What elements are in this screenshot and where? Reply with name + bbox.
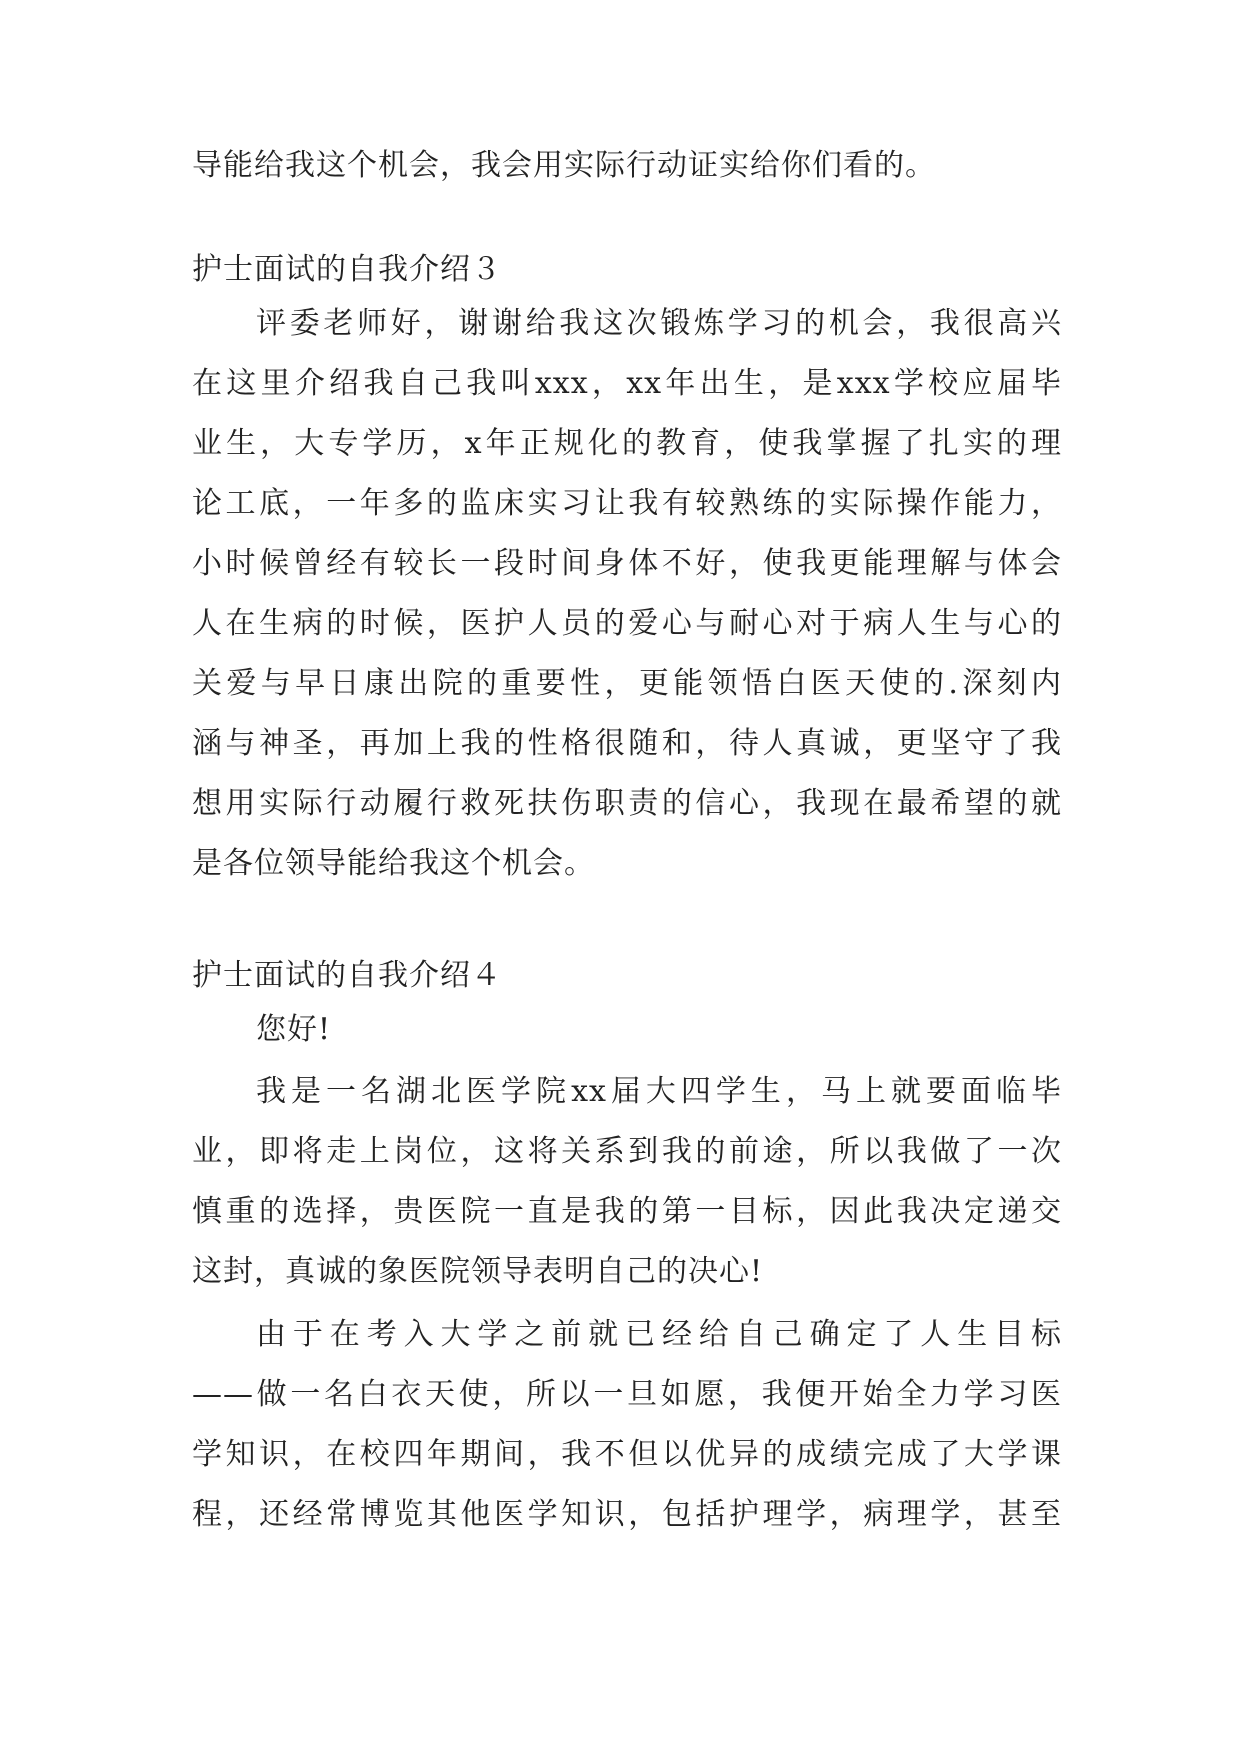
paragraph-line: 关爱与早日康出院的重要性，更能领悟白医天使的.深刻内 xyxy=(192,666,1062,701)
paragraph-line: 是各位领导能给我这个机会。 xyxy=(192,846,595,881)
paragraph-line: 小时候曾经有较长一段时间身体不好，使我更能理解与体会 xyxy=(192,546,1062,581)
section-4-heading: 护士面试的自我介绍４ xyxy=(192,958,502,993)
greeting-line: 您好! xyxy=(256,1012,332,1047)
paragraph-line: 我是一名湖北医学院xx届大四学生，马上就要面临毕 xyxy=(256,1074,1062,1109)
paragraph-line: 学知识，在校四年期间，我不但以优异的成绩完成了大学课 xyxy=(192,1437,1062,1472)
paragraph-line: 想用实际行动履行救死扶伤职责的信心，我现在最希望的就 xyxy=(192,786,1062,821)
paragraph-line: 导能给我这个机会，我会用实际行动证实给你们看的。 xyxy=(192,148,936,183)
section-4-paragraph-2 xyxy=(192,1305,1062,1545)
section-4-paragraph-1 xyxy=(192,1062,1062,1302)
paragraph-line: 人在生病的时候，医护人员的爱心与耐心对于病人生与心的 xyxy=(192,606,1062,641)
paragraph-line: ——做一名白衣天使，所以一旦如愿，我便开始全力学习医 xyxy=(192,1377,1062,1412)
paragraph-line: 由于在考入大学之前就已经给自己确定了人生目标 xyxy=(256,1317,1062,1352)
continuation-paragraph xyxy=(192,136,1062,196)
paragraph-line: 这封，真诚的象医院领导表明自己的决心! xyxy=(192,1254,764,1289)
paragraph-line: 评委老师好，谢谢给我这次锻炼学习的机会，我很高兴 xyxy=(256,306,1062,341)
section-3-heading: 护士面试的自我介绍３ xyxy=(192,252,502,287)
section-4-greeting xyxy=(192,1000,1062,1060)
section-3-paragraph xyxy=(192,294,1062,894)
paragraph-line: 论工底，一年多的监床实习让我有较熟练的实际操作能力， xyxy=(192,486,1062,521)
paragraph-line: 慎重的选择，贵医院一直是我的第一目标，因此我决定递交 xyxy=(192,1194,1062,1229)
paragraph-line: 涵与神圣，再加上我的性格很随和，待人真诚，更坚守了我 xyxy=(192,726,1062,761)
paragraph-line: 业生，大专学历，x年正规化的教育，使我掌握了扎实的理 xyxy=(192,426,1062,461)
paragraph-line: 程，还经常博览其他医学知识，包括护理学，病理学，甚至 xyxy=(192,1497,1062,1532)
paragraph-line: 在这里介绍我自己我叫xxx，xx年出生，是xxx学校应届毕 xyxy=(192,366,1062,401)
paragraph-line: 业，即将走上岗位，这将关系到我的前途，所以我做了一次 xyxy=(192,1134,1062,1169)
